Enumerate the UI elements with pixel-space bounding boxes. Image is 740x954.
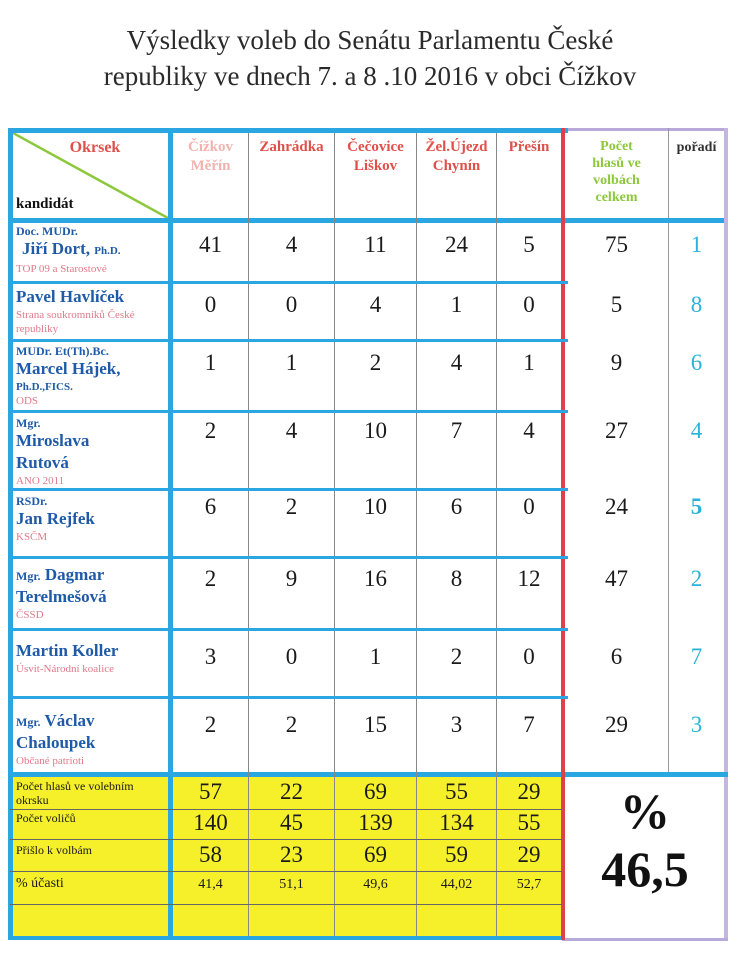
candidate-party: ČSSD: [16, 609, 44, 621]
candidate-title: Mgr.: [16, 569, 41, 583]
candidate-party: TOP 09 a Starostové: [16, 263, 107, 275]
column-header-total: Počet hlasů ve volbách celkem: [592, 139, 641, 205]
vote-cell: 16: [364, 566, 387, 591]
column-header-4: Žel.Újezd Chynín: [425, 139, 488, 174]
summary-cell: 49,6: [363, 877, 388, 892]
summary-cell: 55: [517, 810, 541, 835]
vote-cell: 4: [450, 350, 463, 375]
vote-cell: 0: [285, 644, 298, 669]
row-line-4: [8, 488, 568, 491]
candidate-title: MUDr. Et(Th).Bc.: [16, 344, 109, 358]
vote-cell: 0: [523, 292, 535, 317]
column-header-1: Čížkov Měřín: [188, 139, 233, 174]
summary-cell: 44,02: [440, 877, 473, 892]
total-cell: 24: [605, 494, 628, 519]
candidate-party: ANO 2011: [16, 475, 65, 487]
total-cell: 5: [610, 292, 623, 317]
vote-cell: 1: [450, 292, 463, 317]
candidate-cell: [16, 564, 168, 622]
candidate-surname: Terelmešová: [16, 587, 107, 606]
right-frame-top: [564, 128, 728, 131]
vote-cell: 8: [450, 566, 463, 591]
rank-cell: 6: [690, 350, 703, 375]
vote-cell: 1: [523, 350, 535, 375]
candidate-name: Václav: [44, 711, 95, 730]
total-cell: 75: [605, 232, 628, 257]
rank-cell: 4: [690, 418, 703, 443]
document-title-line-2: republiky ve dnech 7. a 8 .10 2016 v obci Čížkov: [103, 61, 637, 91]
summary-row-line-2: [10, 839, 562, 840]
column-header-3: Čečovice Liškov: [347, 139, 404, 174]
rank-cell: 5: [690, 494, 703, 519]
candidate-surname: Rutová: [16, 453, 69, 472]
candidate-name: Dagmar: [44, 565, 105, 584]
summary-cell: 140: [193, 810, 228, 835]
vote-cell: 2: [204, 418, 217, 443]
candidate-party: Občané patrioti: [16, 755, 85, 767]
vote-cell: 4: [285, 418, 298, 443]
frame-left: [8, 128, 13, 940]
summary-row-line-4: [10, 904, 562, 905]
summary-cell: 58: [199, 842, 222, 867]
vote-cell: 2: [285, 712, 298, 737]
candidate-title: Mgr.: [16, 416, 41, 430]
candidate-name: Martin Koller: [16, 641, 119, 660]
candidate-name: Pavel Havlíček: [16, 287, 125, 306]
total-cell: 27: [605, 418, 628, 443]
summary-cell: 57: [199, 779, 222, 804]
candidate-party: ODS: [16, 395, 39, 407]
summary-cell: 69: [364, 842, 387, 867]
vote-cell: 2: [204, 566, 217, 591]
candidate-party: Úsvit-Národní koalice: [16, 663, 115, 675]
total-cell: 29: [605, 712, 628, 737]
candidate-cell: [16, 286, 168, 336]
rank-column-separator: [668, 128, 669, 776]
vote-cell: 15: [364, 712, 387, 737]
vote-cell: 0: [204, 292, 217, 317]
candidate-suffix: Ph.D.,FICS.: [16, 381, 73, 393]
header-separator: [8, 218, 724, 223]
summary-row-line-3: [10, 871, 562, 872]
summary-cell: 69: [364, 779, 387, 804]
vote-cell: 0: [285, 292, 298, 317]
candidate-surname: Chaloupek: [16, 733, 96, 752]
vote-cell: 11: [364, 232, 387, 257]
summary-label: Počet voličů: [16, 811, 76, 825]
summary-label: Počet hlasů ve volebním okrsku: [16, 779, 134, 807]
row-line-5: [8, 556, 568, 559]
vote-cell: 4: [369, 292, 382, 317]
candidate-name: Jiří Dort,: [22, 239, 90, 258]
summary-cell: 41,4: [198, 877, 223, 892]
row-line-2: [8, 339, 568, 342]
header-kandidat: kandidát: [16, 196, 74, 212]
vote-cell: 1: [204, 350, 217, 375]
candidate-cell: [16, 344, 168, 408]
candidate-party: Strana soukromníků České republiky: [16, 309, 135, 335]
row-line-1: [8, 281, 568, 284]
summary-separator: [8, 772, 728, 777]
vote-cell: 1: [285, 350, 298, 375]
document-title-line-1: Výsledky voleb do Senátu Parlamentu České: [126, 25, 614, 55]
summary-cell: 134: [439, 810, 474, 835]
row-line-6: [8, 628, 568, 631]
candidate-title: RSDr.: [16, 494, 48, 508]
candidate-suffix: Ph.D.: [94, 245, 121, 257]
column-header-rank: pořadí: [676, 140, 717, 155]
summary-cell: 55: [445, 779, 468, 804]
candidate-cell: [16, 416, 168, 488]
column-header-5: Přešín: [508, 139, 550, 155]
header-okrsek: Okrsek: [69, 139, 121, 156]
vote-cell: 0: [523, 644, 535, 669]
vote-cell: 2: [369, 350, 382, 375]
vote-cell: 3: [204, 644, 217, 669]
candidate-cell: [16, 224, 168, 276]
summary-cell: 22: [280, 779, 303, 804]
total-cell: 6: [610, 644, 623, 669]
vote-cell: 7: [523, 712, 535, 737]
summary-cell: 139: [358, 810, 393, 835]
vote-cell: 6: [204, 494, 217, 519]
summary-cell: 59: [445, 842, 468, 867]
row-line-7: [8, 696, 568, 699]
right-frame-bottom: [562, 938, 728, 941]
vote-cell: 2: [285, 494, 298, 519]
vote-cell: 6: [450, 494, 463, 519]
candidate-title: Doc. MUDr.: [16, 224, 78, 238]
summary-label: Přišlo k volbám: [16, 843, 93, 857]
row-line-3: [8, 410, 568, 413]
summary-cell: 29: [517, 779, 541, 804]
rank-cell: 8: [690, 292, 703, 317]
vote-cell: 10: [364, 494, 387, 519]
summary-cell: 52,7: [516, 877, 542, 892]
candidate-cell: [16, 640, 168, 676]
summary-cell: 45: [280, 810, 303, 835]
candidate-cell: [16, 494, 168, 544]
rank-cell: 1: [690, 232, 703, 257]
vote-cell: 41: [199, 232, 222, 257]
rank-cell: 3: [690, 712, 703, 737]
vote-cell: 12: [517, 566, 541, 591]
rank-cell: 7: [690, 644, 703, 669]
frame-bottom: [8, 936, 564, 940]
right-frame-right: [724, 128, 728, 940]
vote-cell: 1: [369, 644, 382, 669]
candidate-title: Mgr.: [16, 715, 41, 729]
total-cell: 9: [610, 350, 623, 375]
vote-cell: 0: [523, 494, 535, 519]
vote-cell: 2: [450, 644, 463, 669]
column-header-2: Zahrádka: [259, 139, 324, 155]
total-cell: 47: [605, 566, 628, 591]
candidate-name: Jan Rejfek: [16, 509, 95, 528]
rank-cell: 2: [690, 566, 703, 591]
candidate-party: KSČM: [16, 531, 48, 543]
vote-cell: 7: [450, 418, 463, 443]
summary-cell: 29: [517, 842, 541, 867]
vote-cell: 24: [445, 232, 468, 257]
vote-cell: 4: [285, 232, 298, 257]
vote-cell: 3: [450, 712, 463, 737]
vote-cell: 2: [204, 712, 217, 737]
vote-cell: 4: [523, 418, 535, 443]
overall-percent-symbol: %: [620, 783, 670, 839]
summary-cell: 51,1: [279, 877, 304, 892]
vote-cell: 9: [285, 566, 298, 591]
candidate-name: Miroslava: [16, 431, 90, 450]
summary-cell: 23: [280, 842, 303, 867]
overall-percent-value: 46,5: [601, 841, 689, 897]
candidate-cell: [16, 710, 168, 768]
vote-cell: 5: [523, 232, 535, 257]
vote-cell: 10: [364, 418, 387, 443]
candidate-name: Marcel Hájek,: [16, 359, 121, 378]
summary-label: % účasti: [16, 876, 64, 891]
